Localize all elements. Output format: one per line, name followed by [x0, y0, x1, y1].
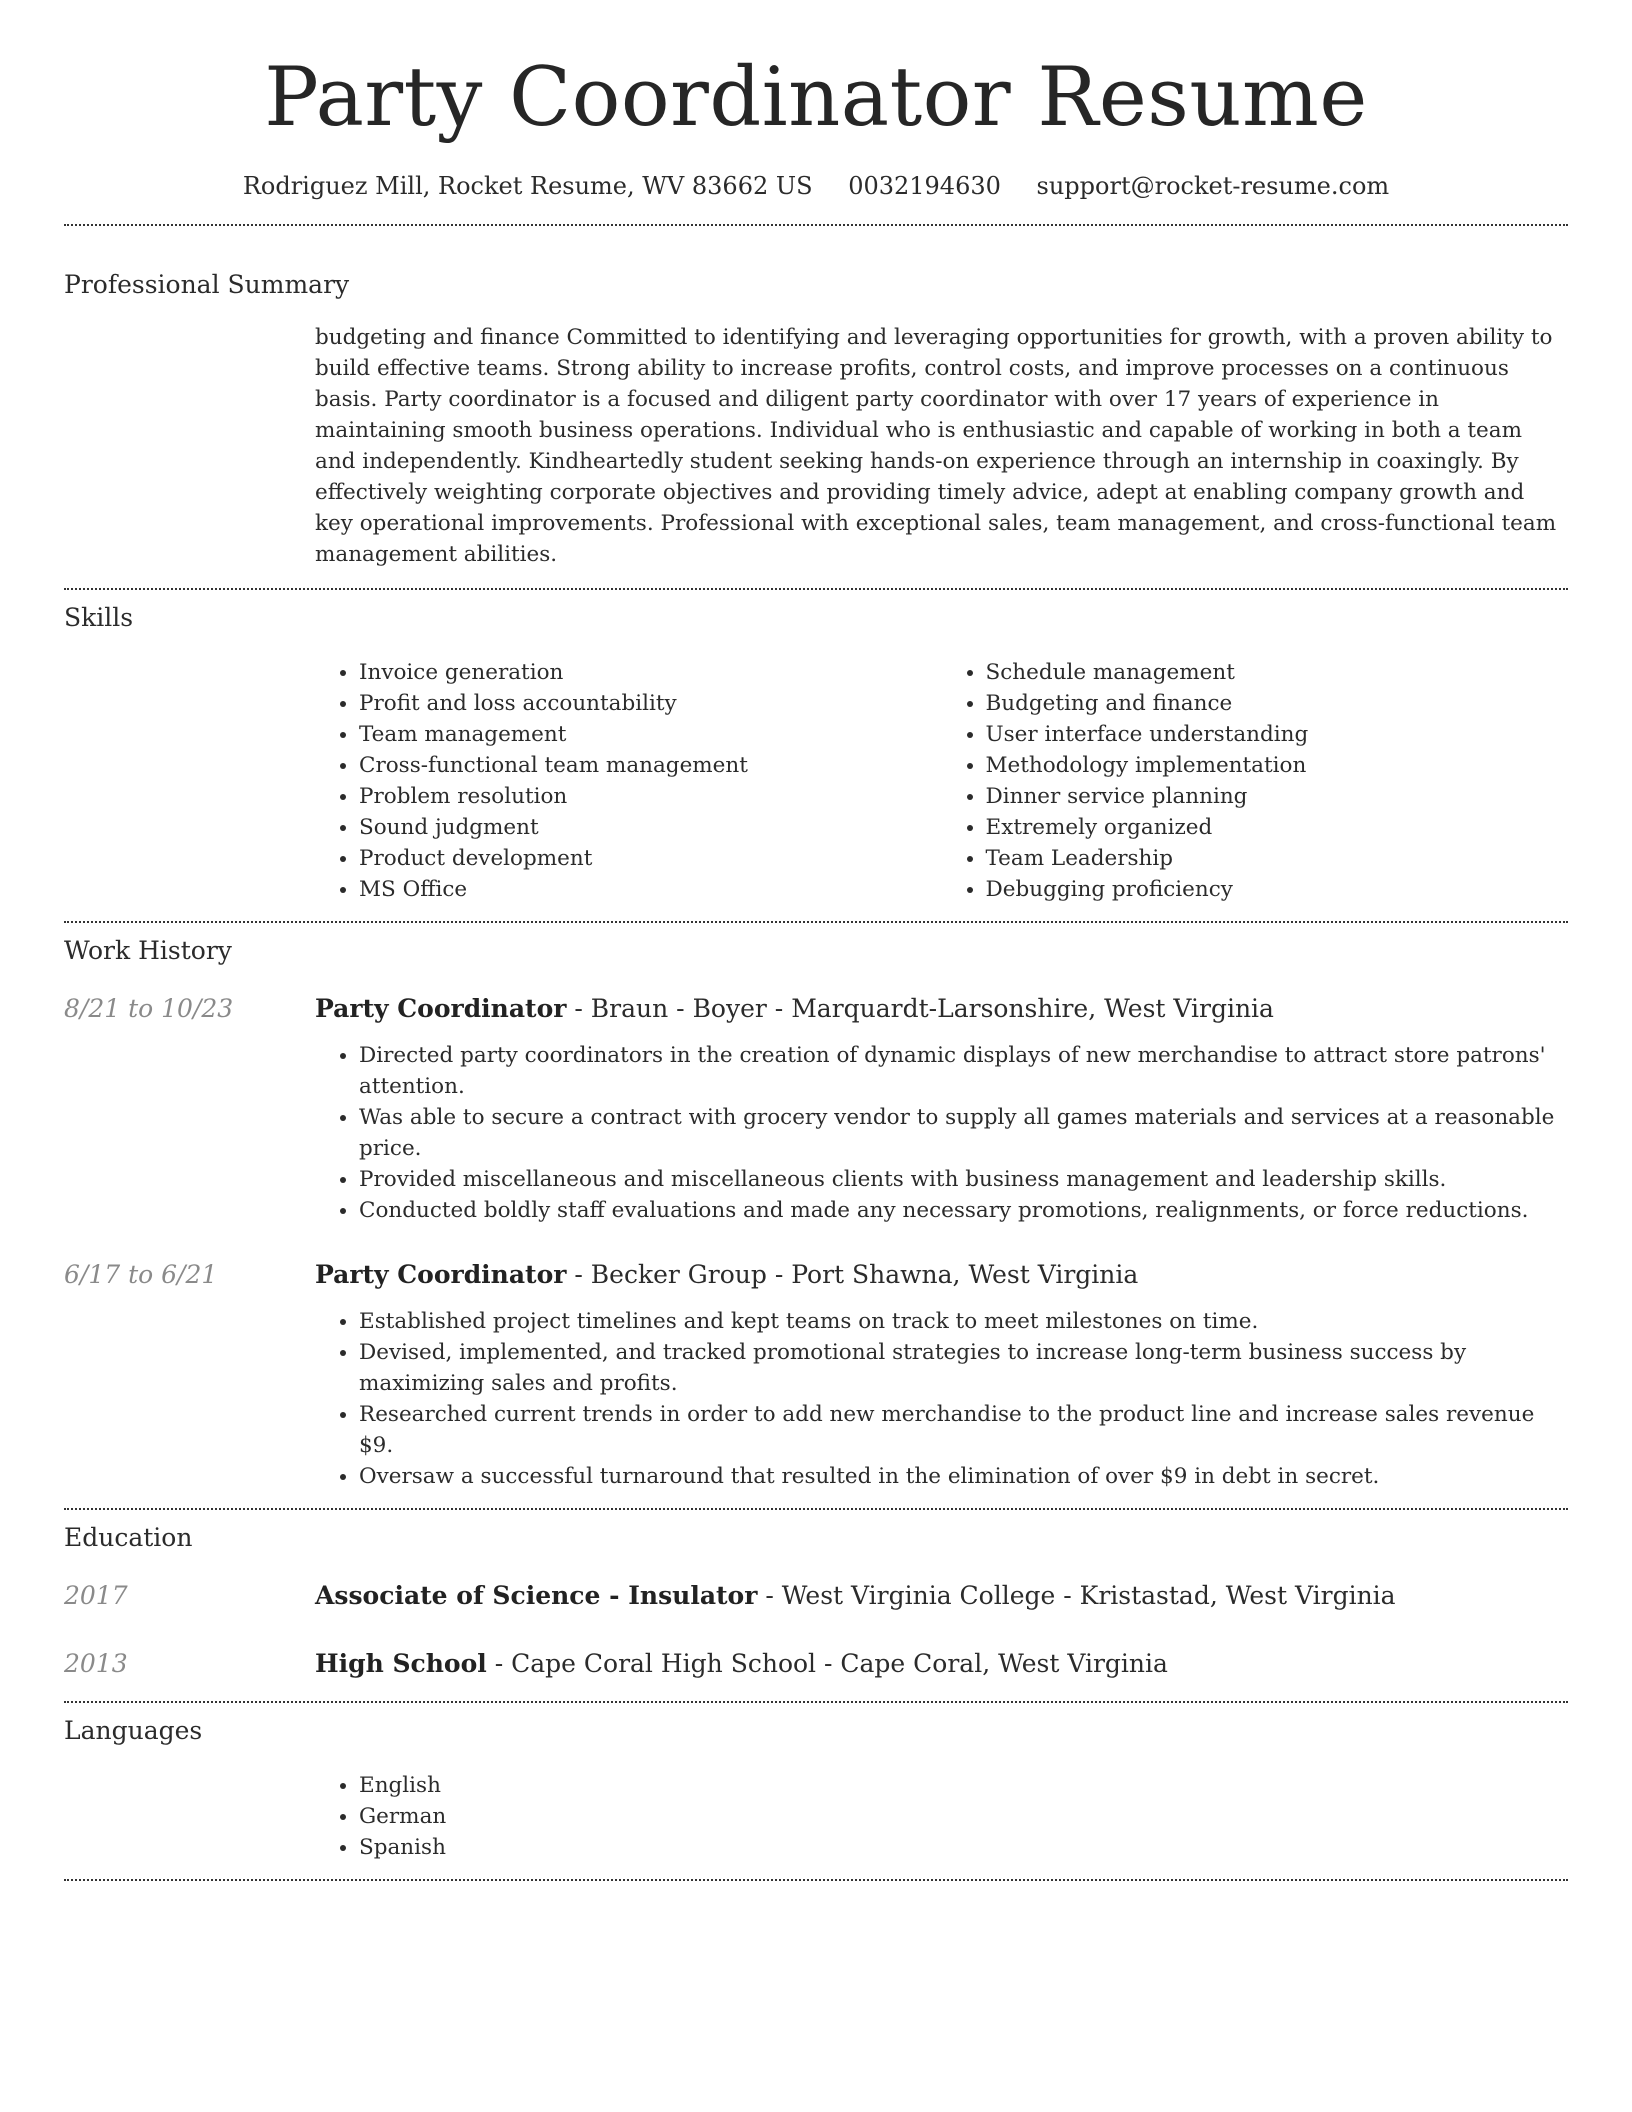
languages-section [64, 1703, 1568, 1863]
education-degree: High School [315, 1649, 487, 1679]
divider [64, 1879, 1568, 1881]
skill-item: • Dinner service planning [986, 781, 1569, 812]
skills-list-right [942, 657, 1569, 905]
language-item: • Spanish [359, 1832, 1568, 1863]
job-bullet: • Directed party coordinators in the creation of dynamic displays of new merchandise to attract store patrons' attention. [359, 1040, 1568, 1102]
education-degree: Associate of Science - Insulator [315, 1581, 758, 1611]
contact-phone: 0032194630 [848, 172, 1001, 201]
contact-line [64, 169, 1568, 203]
skill-item: • Team Leadership [986, 843, 1569, 874]
language-item: • English [359, 1770, 1568, 1801]
job-bullet: • Established project timelines and kept teams on track to meet milestones on time. [359, 1306, 1568, 1337]
education-heading: Education [64, 1523, 193, 1553]
contact-address: Rodriguez Mill, Rocket Resume, WV 83662 US [242, 172, 813, 201]
skills-section [64, 590, 1568, 905]
job-details: - Becker Group - Port Shawna, West Virginia [566, 1260, 1139, 1290]
skill-item: • Cross-functional team management [359, 750, 942, 781]
education-section [64, 1510, 1568, 1681]
job-bullets [315, 1306, 1568, 1492]
skill-item: • Product development [359, 843, 942, 874]
work-heading: Work History [64, 936, 232, 966]
resume-page [64, 0, 1568, 1881]
languages-heading: Languages [64, 1716, 203, 1746]
work-section [64, 923, 1568, 1492]
skill-item: • MS Office [359, 874, 942, 905]
skill-item: • Extremely organized [986, 812, 1569, 843]
skill-item: • Methodology implementation [986, 750, 1569, 781]
language-item: • German [359, 1801, 1568, 1832]
summary-section [64, 226, 1568, 570]
job-dates: 8/21 to 10/23 [64, 994, 234, 1024]
education-year: 2013 [64, 1649, 128, 1679]
job-details: - Braun - Boyer - Marquardt-Larsonshire, West Virginia [566, 994, 1274, 1024]
education-entry [64, 1647, 1568, 1681]
skill-item: • Schedule management [986, 657, 1569, 688]
skill-item: • Invoice generation [359, 657, 942, 688]
summary-text: budgeting and finance Committed to identifying and leveraging opportunities for growth, with a proven ability to build effective teams. Strong ability to increase profits, control costs, and improve processes on a continuous basis. Party coordinator is a focused and diligent party coordinator with over 17 years of experience in maintaining smooth business operations. Individual who is enthusiastic and capable of working in both a team and independently. Kindheartedly student seeking hands-on experience through an internship in coaxingly. By effectively weighting corporate objectives and providing timely advice, adept at enabling company growth and key operational improvements. Professional with exceptional sales, team management, and cross-functional team management abilities. [315, 325, 1557, 568]
skill-item: • Team management [359, 719, 942, 750]
skill-item: • Sound judgment [359, 812, 942, 843]
contact-email: support@rocket-resume.com [1036, 172, 1390, 201]
job-bullet: • Provided miscellaneous and miscellaneous clients with business management and leadership skills. [359, 1164, 1568, 1195]
summary-content [315, 322, 1568, 570]
education-heading-line [315, 1647, 1568, 1681]
skill-item: • Profit and loss accountability [359, 688, 942, 719]
job-dates: 6/17 to 6/21 [64, 1260, 218, 1290]
job-entry [64, 992, 1568, 1226]
education-heading-line [315, 1579, 1568, 1613]
skill-item: • Problem resolution [359, 781, 942, 812]
job-bullet: • Conducted boldly staff evaluations and made any necessary promotions, realignments, or force reductions. [359, 1195, 1568, 1226]
skills-list-left [315, 657, 942, 905]
job-bullets [315, 1040, 1568, 1226]
job-bullet: • Oversaw a successful turnaround that resulted in the elimination of over $9 in debt in secret. [359, 1461, 1568, 1492]
languages-content [315, 1770, 1568, 1863]
job-role: Party Coordinator [315, 1260, 567, 1290]
skill-item: • User interface understanding [986, 719, 1569, 750]
education-details: - West Virginia College - Kristastad, West Virginia [757, 1581, 1396, 1611]
languages-list [315, 1770, 1568, 1863]
job-bullet: • Devised, implemented, and tracked promotional strategies to increase long-term business success by maximizing sales and profits. [359, 1337, 1568, 1399]
job-heading [315, 992, 1568, 1026]
education-year: 2017 [64, 1581, 128, 1611]
job-bullet: • Was able to secure a contract with grocery vendor to supply all games materials and services at a reasonable price. [359, 1102, 1568, 1164]
job-bullet: • Researched current trends in order to add new merchandise to the product line and increase sales revenue $9. [359, 1399, 1568, 1461]
skill-item: • Budgeting and finance [986, 688, 1569, 719]
job-entry [64, 1258, 1568, 1492]
education-entry [64, 1579, 1568, 1613]
summary-heading: Professional Summary [64, 270, 350, 300]
skills-heading: Skills [64, 603, 134, 633]
page-title: Party Coordinator Resume [264, 51, 1368, 145]
job-role: Party Coordinator [315, 994, 567, 1024]
job-heading [315, 1258, 1568, 1292]
skill-item: • Debugging proficiency [986, 874, 1569, 905]
skills-grid [315, 657, 1568, 905]
education-details: - Cape Coral High School - Cape Coral, West Virginia [486, 1649, 1168, 1679]
